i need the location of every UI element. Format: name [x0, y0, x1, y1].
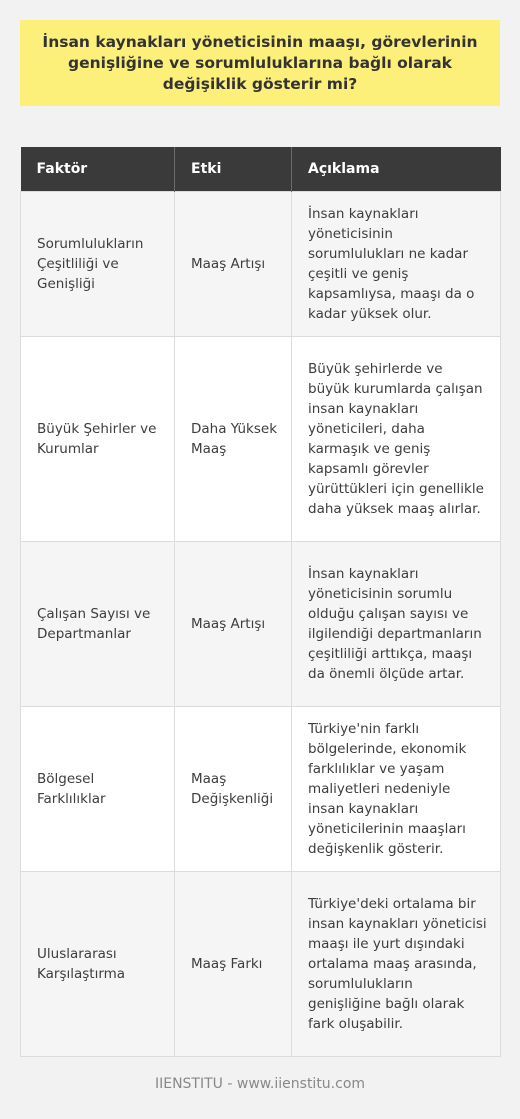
factor-cell: Çalışan Sayısı ve Departmanlar	[21, 542, 175, 707]
effect-cell: Maaş Artışı	[175, 542, 292, 707]
header-description: Açıklama	[292, 147, 501, 192]
description-cell: Büyük şehirlerde ve büyük kurumlarda çalışan insan kaynakları yöneticileri, daha karmaşık ve geniş kapsamlı görevler yürüttükleri için genellikle daha yüksek maaş alırlar.	[292, 337, 501, 542]
table-row	[21, 542, 501, 707]
factor-cell: Büyük Şehirler ve Kurumlar	[21, 337, 175, 542]
factor-cell: Uluslararası Karşılaştırma	[21, 872, 175, 1057]
factors-table	[20, 147, 501, 1057]
effect-cell: Maaş Artışı	[175, 192, 292, 337]
header-effect: Etki	[175, 147, 292, 192]
title-banner	[20, 20, 500, 106]
description-cell: İnsan kaynakları yöneticisinin sorumlulukları ne kadar çeşitli ve geniş kapsamlıysa, maaşı da o kadar yüksek olur.	[292, 192, 501, 337]
table-row	[21, 872, 501, 1057]
effect-cell: Maaş Değişkenliği	[175, 707, 292, 872]
effect-cell: Daha Yüksek Maaş	[175, 337, 292, 542]
factor-cell: Bölgesel Farklılıklar	[21, 707, 175, 872]
table-row	[21, 192, 501, 337]
header-factor: Faktör	[21, 147, 175, 192]
page-title: İnsan kaynakları yöneticisinin maaşı, görevlerinin genişliğine ve sorumluluklarına bağlı olarak değişiklik gösterir mi?	[42, 32, 478, 93]
table-header-row	[21, 147, 501, 192]
table-header	[21, 147, 501, 192]
table-body	[21, 192, 501, 1057]
description-cell: İnsan kaynakları yöneticisinin sorumlu olduğu çalışan sayısı ve ilgilendiği departmanların çeşitliliği arttıkça, maaşı da önemli ölçüde artar.	[292, 542, 501, 707]
table-row	[21, 337, 501, 542]
description-cell: Türkiye'deki ortalama bir insan kaynakları yöneticisi maaşı ile yurt dışındaki ortalama maaş arasında, sorumlulukların genişliğine bağlı olarak fark oluşabilir.	[292, 872, 501, 1057]
footer-credit: IIENSTITU - www.iienstitu.com	[154, 1076, 366, 1092]
effect-cell: Maaş Farkı	[175, 872, 292, 1057]
factor-cell: Sorumlulukların Çeşitliliği ve Genişliği	[21, 192, 175, 337]
table-row	[21, 707, 501, 872]
description-cell: Türkiye'nin farklı bölgelerinde, ekonomik farklılıklar ve yaşam maliyetleri nedeniyle insan kaynakları yöneticilerinin maaşları değişkenlik gösterir.	[292, 707, 501, 872]
